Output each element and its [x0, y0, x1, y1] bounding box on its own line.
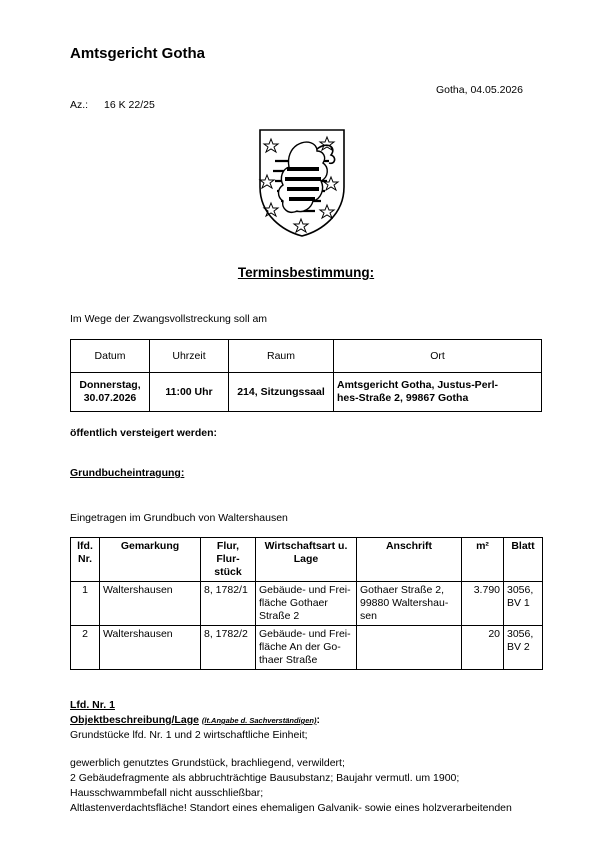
- anschrift-line-1: Gothaer Straße 2,: [360, 584, 445, 596]
- header-flur-1: Flur, Flur-: [216, 540, 240, 565]
- cell-lfd: 2: [71, 626, 100, 670]
- cell-wirtschaftsart: [256, 626, 357, 670]
- wirtschaft-line-1: Gebäude- und Frei-: [259, 584, 351, 596]
- blatt-line-2: BV 1: [507, 597, 530, 609]
- appointment-table: [70, 339, 542, 412]
- cell-gemarkung: Waltershausen: [100, 626, 201, 670]
- header-lfd-2: Nr.: [77, 553, 92, 565]
- blatt-line-2: BV 2: [507, 641, 530, 653]
- object-description-colon: :: [316, 714, 320, 726]
- cell-lfd: 1: [71, 582, 100, 626]
- parcel-table: [70, 537, 543, 670]
- cell-flur: 8, 1782/1: [201, 582, 256, 626]
- table-row: [71, 373, 542, 412]
- header-wirtschaft-1: Wirtschaftsart u.: [264, 540, 348, 552]
- cell-wirtschaftsart: [256, 582, 357, 626]
- description-line: Hausschwammbefall nicht ausschließbar;: [70, 787, 264, 799]
- column-header-datum: Datum: [71, 340, 150, 373]
- publicly-auctioned-text: öffentlich versteigert werden:: [70, 427, 218, 439]
- cell-datum: [71, 373, 150, 412]
- cell-gemarkung: Waltershausen: [100, 582, 201, 626]
- blatt-line-1: 3056,: [507, 628, 534, 640]
- cell-blatt: [504, 626, 543, 670]
- land-register-intro: Eingetragen im Grundbuch von Waltershausen: [70, 512, 288, 524]
- column-header-anschrift: Anschrift: [357, 538, 462, 582]
- description-line: 2 Gebäudefragmente als abbruchträchtige Bausubstanz; Baujahr vermutl. um 1900;: [70, 772, 460, 784]
- place-date: Gotha, 04.05.2026: [436, 84, 523, 96]
- column-header-gemarkung: Gemarkung: [100, 538, 201, 582]
- description-line: Altlastenverdachtsfläche! Standort eines ehemaligen Galvanik- sowie eines holzverarbeitenden: [70, 802, 512, 814]
- column-header-uhrzeit: Uhrzeit: [150, 340, 229, 373]
- wirtschaft-line-2: fläche An der Go-: [259, 641, 341, 653]
- description-line: gewerblich genutztes Grundstück, brachliegend, verwildert;: [70, 757, 345, 769]
- cell-ort: [334, 373, 542, 412]
- anschrift-line-2: 99880 Waltershau-: [360, 597, 449, 609]
- table-header-row: [71, 538, 543, 582]
- wirtschaft-line-2: fläche Gothaer: [259, 597, 328, 609]
- header-lfd-1: lfd.: [77, 540, 93, 552]
- datum-line-2: 30.07.2026: [83, 392, 137, 404]
- column-header-m2: m²: [462, 538, 504, 582]
- blatt-line-1: 3056,: [507, 584, 534, 596]
- wirtschaft-line-3: thaer Straße: [259, 654, 318, 666]
- cell-blatt: [504, 582, 543, 626]
- case-number: 16 K 22/25: [104, 99, 155, 111]
- wirtschaft-line-3: Straße 2: [259, 610, 300, 622]
- object-description-heading: [70, 714, 320, 726]
- column-header-flur: [201, 538, 256, 582]
- cell-raum: 214, Sitzungssaal: [229, 373, 334, 412]
- header-wirtschaft-2: Lage: [293, 553, 319, 565]
- header-flur-2: stück: [214, 566, 242, 578]
- table-row: [71, 626, 543, 670]
- column-header-raum: Raum: [229, 340, 334, 373]
- thuringia-coat-of-arms-icon: [257, 127, 347, 239]
- court-name: Amtsgericht Gotha: [70, 45, 206, 62]
- cell-anschrift: [357, 582, 462, 626]
- table-row: [71, 582, 543, 626]
- cell-anschrift: [357, 626, 462, 670]
- page-title: Terminsbestimmung:: [237, 265, 375, 280]
- cell-flur: 8, 1782/2: [201, 626, 256, 670]
- cell-m2: 3.790: [462, 582, 504, 626]
- land-register-heading: Grundbucheintragung:: [70, 467, 185, 479]
- parcel-number-heading: Lfd. Nr. 1: [70, 699, 115, 711]
- column-header-lfd: [71, 538, 100, 582]
- ort-line-1: Amtsgericht Gotha, Justus-Perl-: [337, 379, 499, 391]
- anschrift-line-3: sen: [360, 610, 377, 622]
- column-header-blatt: Blatt: [504, 538, 543, 582]
- wirtschaft-line-1: Gebäude- und Frei-: [259, 628, 351, 640]
- ort-line-2: hes-Straße 2, 99867 Gotha: [337, 392, 469, 404]
- table-header-row: [71, 340, 542, 373]
- column-header-wirtschaftsart: [256, 538, 357, 582]
- object-description-note: (lt.Angabe d. Sachverständigen): [201, 716, 317, 725]
- column-header-ort: Ort: [334, 340, 542, 373]
- cell-uhrzeit: 11:00 Uhr: [150, 373, 229, 412]
- cell-m2: 20: [462, 626, 504, 670]
- object-description-label: Objektbeschreibung/Lage: [70, 714, 199, 726]
- description-line: Grundstücke lfd. Nr. 1 und 2 wirtschaftliche Einheit;: [70, 729, 308, 741]
- datum-line-1: Donnerstag,: [79, 379, 141, 391]
- case-number-label: Az.:: [70, 99, 89, 111]
- auction-intro: Im Wege der Zwangsvollstreckung soll am: [70, 313, 268, 325]
